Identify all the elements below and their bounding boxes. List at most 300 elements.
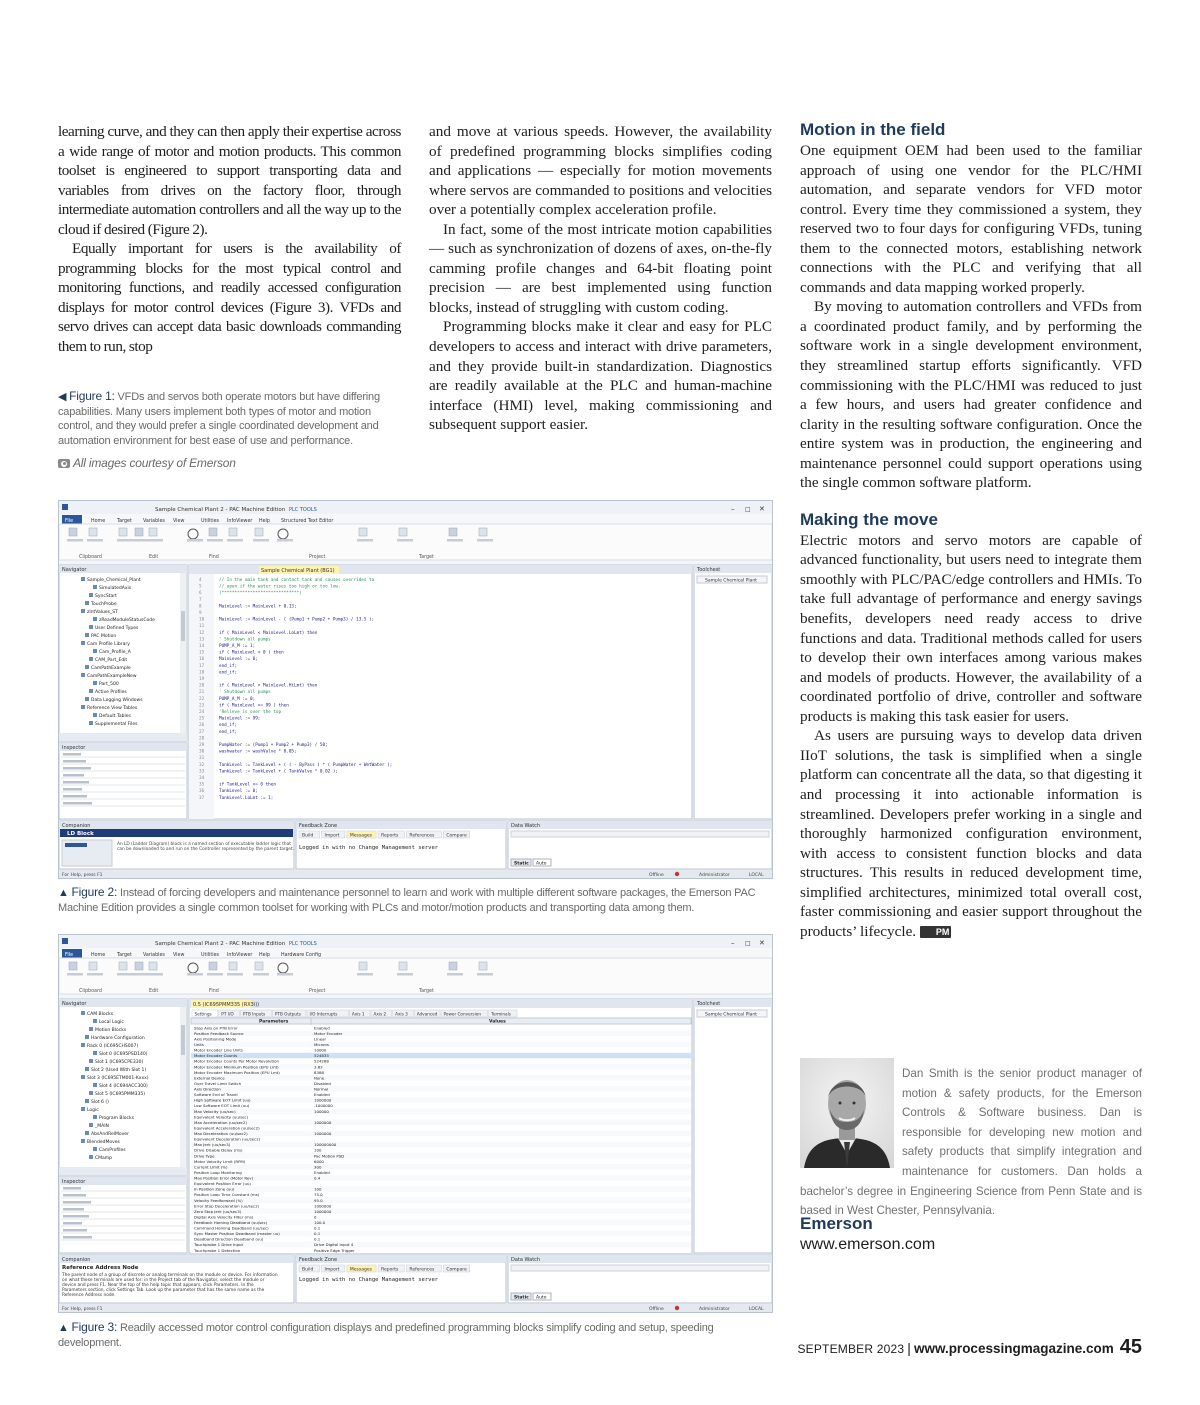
feedback-tab-label[interactable]: References: [409, 1267, 435, 1273]
parameter-value[interactable]: Positive Edge Trigger: [314, 1247, 355, 1253]
figure-1-label: Figure 1:: [69, 389, 115, 403]
settings-tab-label[interactable]: Axis 2: [373, 1011, 387, 1017]
code-line[interactable]: end_if;: [219, 663, 238, 669]
code-line[interactable]: MainLevel := MainLevel - ( (Pump1 + Pump2 + Pump3) / 13.5 );: [219, 617, 375, 623]
tree-item[interactable]: CamProfiles: [99, 1148, 126, 1153]
ribbon-button-icon[interactable]: [135, 962, 143, 970]
tree-node-icon: [93, 585, 97, 589]
table-row[interactable]: [191, 1097, 691, 1103]
ribbon-button-icon[interactable]: [149, 962, 157, 970]
table-row[interactable]: [191, 1170, 691, 1176]
ribbon-tab[interactable]: Variables: [143, 953, 165, 958]
settings-tab-label[interactable]: I/O Interrupts: [309, 1011, 338, 1017]
parameter-name: High Software EOT Limit (uu): [194, 1097, 251, 1103]
ribbon-button-icon[interactable]: [399, 962, 407, 970]
ribbon-button-label: [207, 539, 223, 542]
parameters-table[interactable]: [191, 1025, 691, 1253]
tree-node-icon: [89, 1091, 93, 1095]
parameter-value[interactable]: 3.83: [314, 1064, 323, 1070]
ribbon-button-icon[interactable]: [359, 528, 367, 536]
code-line[interactable]: ' Shutdown all pumps: [219, 637, 271, 643]
ribbon-tab[interactable]: Home: [91, 519, 106, 524]
table-row[interactable]: [191, 1175, 691, 1181]
line-number: 30: [199, 749, 205, 755]
code-line[interactable]: end_if;: [219, 670, 238, 676]
line-number: 36: [199, 789, 205, 795]
table-row[interactable]: [191, 1103, 691, 1109]
tree-item[interactable]: User Defined Types: [95, 626, 139, 631]
code-line[interactable]: 'Relieve is over the top: [219, 710, 282, 715]
table-row[interactable]: [191, 1086, 691, 1092]
ribbon-tab[interactable]: File: [65, 519, 74, 524]
table-row[interactable]: [191, 1181, 691, 1187]
parameter-value[interactable]: Enabled: [314, 1092, 330, 1098]
tree-item[interactable]: CAM_Part_Edit: [95, 658, 128, 663]
feedback-tabs[interactable]: [299, 831, 470, 839]
code-line[interactable]: if ( MainLevel < MainLevel.LoLmt) then: [219, 630, 318, 636]
table-row[interactable]: [191, 1147, 691, 1153]
feedback-tab-label[interactable]: Import: [324, 833, 340, 839]
parameter-value[interactable]: Enabled: [314, 1025, 330, 1031]
ribbon-button-label: [67, 973, 83, 976]
code-line[interactable]: // open if the water rises too high or too low.: [219, 584, 341, 590]
company-block: [800, 1213, 935, 1255]
close-icon[interactable]: ✕: [759, 505, 765, 513]
parameter-value[interactable]: 300: [314, 1164, 322, 1170]
footer-divider: |: [907, 1340, 911, 1356]
code-line[interactable]: if ( MainLevel > MainLevel.HiLmt) then: [219, 683, 318, 689]
ribbon-button-icon[interactable]: [119, 962, 127, 970]
minimize-icon[interactable]: –: [731, 939, 735, 947]
code-line[interactable]: MainLevel := 99;: [219, 716, 261, 722]
table-row[interactable]: [191, 1197, 691, 1203]
tree-item[interactable]: Slot 3 (IC695ETM001-Kxxx): [87, 1076, 149, 1081]
parameter-value[interactable]: 100.0: [314, 1219, 326, 1225]
parameter-value[interactable]: 100000000: [314, 1142, 337, 1148]
code-line[interactable]: ' Shutdown all pumps: [219, 690, 271, 696]
line-number: 5: [199, 584, 202, 590]
code-line[interactable]: (******************************): [219, 591, 302, 597]
table-row[interactable]: [191, 1192, 691, 1198]
tree-node-icon: [81, 641, 85, 645]
feedback-tab-label[interactable]: Compare: [446, 1267, 467, 1273]
navigator-title: Navigator: [62, 567, 87, 573]
code-line[interactable]: TankLevel := TankLevel + ( ( - ByPass ) * ( PumpWater + WetWater );: [219, 762, 393, 768]
minimize-icon[interactable]: –: [731, 505, 735, 513]
ribbon-button-icon[interactable]: [229, 528, 237, 536]
ribbon-button-icon[interactable]: [135, 528, 143, 536]
code-line[interactable]: end_if;: [219, 729, 238, 735]
table-row[interactable]: [191, 1203, 691, 1209]
line-number: 19: [199, 677, 205, 682]
code-line[interactable]: PUMP_A_M := 0;: [219, 696, 256, 702]
tree-item[interactable]: Part_500: [99, 682, 119, 687]
tree-item[interactable]: SimulatedAxis: [99, 586, 132, 591]
parameter-value[interactable]: 75.0: [314, 1192, 323, 1198]
feedback-tab-label[interactable]: Compare: [446, 833, 467, 839]
ribbon-button-icon[interactable]: [209, 962, 217, 970]
parameter-value[interactable]: Microns: [314, 1042, 329, 1048]
parameter-value[interactable]: 1000000: [314, 1203, 332, 1209]
line-number: 22: [199, 696, 205, 702]
ribbon-tab[interactable]: Utilities: [201, 519, 220, 524]
table-row[interactable]: [191, 1031, 691, 1037]
tree-item[interactable]: _MAIN: [95, 1124, 109, 1129]
datawatch-auto-button[interactable]: Auto: [536, 861, 547, 867]
datawatch-static-button[interactable]: Static: [514, 1295, 529, 1301]
ribbon-button-label: [253, 973, 269, 976]
ribbon-button-label: [147, 539, 163, 542]
tree-item[interactable]: Motion Blocks: [95, 1028, 127, 1033]
figure-3-text: Readily accessed motor control configuration displays and predefined programming blocks simplify coding and setup, speeding development.: [58, 1322, 714, 1349]
ribbon-group-label: Project: [309, 989, 326, 994]
tree-item[interactable]: Sample_Chemical_Plant: [87, 578, 141, 583]
tree-item[interactable]: PAC Motion: [91, 634, 117, 639]
tree-item[interactable]: AbsAndRelMover: [91, 1132, 129, 1137]
offline-indicator-icon: [675, 1306, 679, 1310]
table-row[interactable]: [191, 1247, 691, 1253]
code-line[interactable]: MainLevel := MainLevel + 0.13;: [219, 604, 297, 610]
table-row[interactable]: [191, 1036, 691, 1042]
tree-item[interactable]: CMamp: [95, 1156, 113, 1161]
figure-2-screenshot-svg: [59, 501, 772, 878]
figure-2-caption: [58, 885, 772, 915]
figure-1-text: VFDs and servos both operate motors but have differing capabilities. Many users implement both types of motor and motion control, and they would prefer a single coordinated development and automation environment for best ease of use and performance.: [58, 391, 380, 447]
table-row[interactable]: [191, 1142, 691, 1148]
settings-tab-label[interactable]: Terminals: [491, 1011, 511, 1017]
ribbon-tab[interactable]: Help: [259, 519, 270, 524]
feedback-tab-label[interactable]: Build: [302, 1267, 314, 1273]
ribbon-button-label: [87, 539, 103, 542]
code-line[interactable]: TankLevel := 0;: [219, 789, 258, 795]
ribbon-tab[interactable]: Utilities: [201, 953, 220, 958]
ribbon-tab[interactable]: Variables: [143, 519, 165, 524]
table-row[interactable]: [191, 1047, 691, 1053]
feedback-tabs[interactable]: [299, 1265, 470, 1273]
ribbon-button-label: [397, 539, 413, 542]
ribbon-button-icon[interactable]: [255, 962, 263, 970]
table-row[interactable]: [191, 1242, 691, 1248]
code-line[interactable]: if ( MainLevel >= 99 ) then: [219, 703, 289, 709]
parameter-name: External Device: [194, 1075, 225, 1081]
tree-item[interactable]: CAM Blocks: [87, 1012, 114, 1017]
inspector-label: [63, 1215, 89, 1218]
tree-item[interactable]: Slot 2 (Used With Slot 1): [91, 1068, 147, 1073]
inspector-label: [63, 1236, 92, 1239]
feedback-tab-label[interactable]: Messages: [349, 833, 372, 839]
tree-node-icon: [89, 1059, 93, 1063]
table-row[interactable]: [191, 1136, 691, 1142]
table-row[interactable]: [191, 1236, 691, 1242]
parameter-value[interactable]: Disabled: [314, 1080, 331, 1086]
tree-item[interactable]: Active Profiles: [95, 690, 127, 695]
ribbon-button-icon[interactable]: [449, 962, 457, 970]
navigator-title: Navigator: [62, 1001, 87, 1007]
column-2: [429, 122, 772, 435]
settings-tab-label[interactable]: PT I/O: [221, 1011, 234, 1017]
code-line[interactable]: if ( MainLevel < 0 ) then: [219, 650, 284, 656]
figure-2-text: Instead of forcing developers and maintenance personnel to learn and work with multiple different software packages, the Emerson PAC Machine Edition provides a single common toolset for working with PLCs and motor/motion products and transporting data among them.: [58, 887, 756, 914]
parameter-name: Max Deceleration (uu/sec2): [194, 1131, 248, 1137]
settings-tab-label[interactable]: Power Conversion: [443, 1011, 481, 1017]
parameter-value[interactable]: 8388: [314, 1069, 324, 1075]
parameter-value[interactable]: Linear: [314, 1036, 327, 1042]
code-line[interactable]: TankLevel := TankLevel + ( TankValve * 0.02 );: [219, 769, 338, 775]
feedback-tab-label[interactable]: Messages: [349, 1267, 372, 1273]
line-number: 25: [199, 716, 205, 722]
table-row[interactable]: [191, 1164, 691, 1170]
settings-tab-label[interactable]: Axis 3: [395, 1011, 408, 1017]
table-row[interactable]: [191, 1209, 691, 1215]
table-row[interactable]: [191, 1042, 691, 1048]
toolchest-item[interactable]: Sample Chemical Plant: [705, 1012, 757, 1018]
parameter-value[interactable]: 100: [314, 1147, 322, 1153]
parameter-name: Axis Direction: [194, 1086, 221, 1092]
tree-item[interactable]: Slot 5 (IC695PMM335): [95, 1092, 145, 1097]
tree-item[interactable]: Slot 0 (IC695PSD140): [99, 1052, 148, 1057]
ribbon-tab[interactable]: InfoViewer: [227, 953, 253, 958]
close-icon[interactable]: ✕: [759, 939, 765, 947]
parameter-name: In Position Zone (uu): [194, 1186, 235, 1192]
navigator-scrollbar[interactable]: [181, 1025, 185, 1055]
table-row[interactable]: [191, 1120, 691, 1126]
datawatch-static-button[interactable]: Static: [514, 861, 529, 867]
parameter-value[interactable]: 6000: [314, 1158, 324, 1164]
end-mark-pm: PM: [920, 926, 952, 938]
ribbon-tab[interactable]: View: [173, 519, 185, 524]
tree-item[interactable]: Slot 4 (IC694ACC300): [99, 1084, 148, 1089]
ribbon-button-icon[interactable]: [69, 962, 77, 970]
feedback-tab-label[interactable]: Reports: [381, 1267, 399, 1273]
parameter-value[interactable]: -1000000: [314, 1103, 333, 1109]
table-row[interactable]: [191, 1158, 691, 1164]
ribbon-tab[interactable]: Target: [117, 519, 132, 524]
code-line[interactable]: if TankLevel <= 0 then: [219, 782, 276, 788]
ribbon-button-label: [117, 539, 133, 542]
ribbon-tab[interactable]: View: [173, 953, 185, 958]
code-line[interactable]: MainLevel := 0;: [219, 657, 258, 663]
ribbon-button-icon[interactable]: [89, 528, 97, 536]
ribbon-button-icon[interactable]: [89, 962, 97, 970]
tree-node-icon: [81, 705, 85, 709]
ribbon-tab[interactable]: Target: [117, 953, 132, 958]
table-row[interactable]: [191, 1025, 691, 1031]
tree-node-icon: [93, 1115, 97, 1119]
tree-item[interactable]: Reference View Tables: [87, 706, 138, 711]
ribbon-button-label: [187, 539, 203, 542]
status-help: For Help, press F1: [62, 873, 103, 878]
table-row[interactable]: [191, 1186, 691, 1192]
parameter-name: Equivalent Position Error (uu): [194, 1181, 251, 1187]
ribbon-button-icon[interactable]: [479, 962, 487, 970]
feedback-tab-label[interactable]: Reports: [381, 833, 399, 839]
parameter-value[interactable]: 1000000: [314, 1097, 332, 1103]
table-row[interactable]: [191, 1114, 691, 1120]
tree-item[interactable]: Default Tables: [99, 714, 131, 719]
parameter-value[interactable]: 0.4: [314, 1175, 321, 1181]
code-line[interactable]: end_if;: [219, 723, 238, 729]
parameter-value[interactable]: 95.0: [314, 1197, 323, 1203]
maximize-icon[interactable]: □: [745, 506, 751, 513]
tree-item[interactable]: Cam_Profile_A: [99, 650, 131, 655]
parameter-value[interactable]: 0.1: [314, 1236, 321, 1242]
ribbon-button-icon[interactable]: [255, 528, 263, 536]
parameter-value[interactable]: None: [314, 1075, 325, 1081]
table-row[interactable]: [191, 1108, 691, 1114]
table-row[interactable]: [191, 1075, 691, 1081]
tree-item[interactable]: Slot 6 (): [91, 1100, 109, 1105]
line-number: 9: [199, 611, 202, 616]
col2-paragraph-1: and move at various speeds. However, the availability of predefined programming blocks simplifies coding and applications — especially for motion movements where servos are commanded to positions and velocities over a potentially complex acceleration profile.: [429, 123, 772, 219]
tree-node-icon: [85, 1131, 89, 1135]
col2-paragraph-2: In fact, some of the most intricate motion capabilities — such as synchronization of dozens of axes, on-the-fly camming profile changes and 64-bit floating point precision — are best implemented using function blocks, instead of struggling with custom coding.: [429, 220, 772, 316]
ribbon-button-icon[interactable]: [449, 528, 457, 536]
ribbon-button-label: [277, 539, 293, 542]
parameter-value[interactable]: 0.1: [314, 1225, 321, 1231]
ribbon-tab[interactable]: Structured Text Editor: [281, 519, 334, 524]
parameter-value[interactable]: Drive Digital Input 4: [314, 1242, 354, 1248]
parameter-name: Current Limit (%): [194, 1164, 228, 1170]
parameter-name: Equivalent Deceleration (uu/sec2): [194, 1136, 261, 1142]
ribbon-tab[interactable]: Help: [259, 953, 270, 958]
navigator-scrollbar[interactable]: [181, 611, 185, 641]
table-row[interactable]: [191, 1092, 691, 1098]
tree-item[interactable]: CamPathExample: [91, 666, 131, 671]
ribbon-group-label: Target: [419, 989, 434, 994]
parameter-value[interactable]: 100000: [314, 1108, 329, 1114]
ribbon-button-icon[interactable]: [209, 528, 217, 536]
parameter-value[interactable]: 100: [314, 1186, 322, 1192]
settings-tab-label[interactable]: PTB Outputs: [274, 1011, 301, 1017]
editor-tab[interactable]: 0.5 (IC695PMM335 (RX3i)): [193, 1002, 260, 1008]
tree-item[interactable]: Logic: [87, 1108, 99, 1113]
parameter-value[interactable]: Enabled: [314, 1169, 330, 1175]
tree-item[interactable]: Local Logic: [99, 1020, 124, 1025]
ribbon-tab[interactable]: Hardware Config: [281, 953, 322, 958]
line-number: 11: [199, 624, 205, 630]
tree-item[interactable]: zIntValues_ST: [87, 610, 118, 615]
maximize-icon[interactable]: □: [745, 940, 751, 947]
tree-item[interactable]: CamPathExampleNew: [87, 674, 137, 679]
table-row[interactable]: [191, 1153, 691, 1159]
settings-tabs[interactable]: [192, 1010, 517, 1017]
inspector-label: [63, 760, 86, 763]
ribbon-button-label: [133, 973, 149, 976]
tree-item[interactable]: Program Blocks: [99, 1116, 134, 1121]
footer-website[interactable]: www.processingmagazine.com: [913, 1341, 1114, 1356]
ribbon-tab[interactable]: File: [65, 953, 74, 958]
col3-paragraph-3: Electric motors and servo motors are capable of advanced functionality, but users need to integrate them smoothly with PLC/PAC/edge controllers and HMIs. To take full advantage of performance and energy savings benefits, developers need ready access to drive functions and data. Traditional methods called for users to develop their own interfaces among various makes and models of products. However, the availability of a coordinated portfolio of drive, controller and software products is making this task easier for users.: [800, 531, 1142, 725]
toolchest-item[interactable]: Sample Chemical Plant: [705, 578, 757, 584]
parameter-value[interactable]: 1000000: [314, 1119, 332, 1125]
feedback-tab-label[interactable]: Build: [302, 833, 314, 839]
parameter-value[interactable]: Normal: [314, 1086, 329, 1092]
tree-item[interactable]: zReadModuleStatusCode: [99, 618, 155, 623]
ribbon-button-icon[interactable]: [229, 962, 237, 970]
parameter-value[interactable]: 1000000: [314, 1131, 332, 1137]
tree-item[interactable]: BlendedMoves: [87, 1140, 120, 1145]
inspector-label: [63, 802, 92, 805]
tree-item[interactable]: Data Logging Windows: [91, 698, 143, 703]
settings-tab-label[interactable]: Axis 1: [351, 1011, 365, 1017]
table-row[interactable]: [191, 1125, 691, 1131]
up-triangle-icon: ▲: [58, 887, 69, 899]
parameter-value[interactable]: 524835: [314, 1053, 329, 1059]
settings-tab-label[interactable]: PTB Inputs: [242, 1011, 266, 1017]
ribbon-tab[interactable]: InfoViewer: [227, 519, 253, 524]
line-number: 12: [199, 630, 205, 636]
ribbon-button-label: [253, 539, 269, 542]
tree-item[interactable]: TouchProbe: [91, 602, 117, 607]
ribbon-button-icon[interactable]: [69, 528, 77, 536]
inspector-label: [63, 788, 82, 791]
parameter-name: Motor Encoder Line Units: [194, 1047, 243, 1053]
ribbon-button-label: [147, 973, 163, 976]
table-row[interactable]: [191, 1053, 691, 1059]
tree-item[interactable]: Cam Profile Library: [87, 642, 130, 647]
ribbon-button-icon[interactable]: [479, 528, 487, 536]
parameter-value[interactable]: 1000000: [314, 1208, 332, 1214]
code-line[interactable]: // In the main tank and contact tank and causes overrides to: [219, 578, 375, 583]
window-title: Sample Chemical Plant 2 - PAC Machine Edition: [155, 507, 286, 513]
ribbon-button-label: [227, 539, 243, 542]
parameter-value[interactable]: 0.1: [314, 1231, 321, 1237]
feedback-tab-label[interactable]: References: [409, 833, 435, 839]
tree-item[interactable]: Hardware Configuration: [91, 1036, 145, 1041]
code-line[interactable]: washwater := washValve * 0.05;: [219, 749, 297, 755]
table-row[interactable]: [191, 1214, 691, 1220]
tree-node-icon: [89, 593, 93, 597]
feedback-tab-label[interactable]: Import: [324, 1267, 340, 1273]
ribbon-button-icon[interactable]: [149, 528, 157, 536]
table-row[interactable]: [191, 1131, 691, 1137]
heading-making-the-move: Making the move: [800, 509, 938, 529]
parameter-value[interactable]: Motor Encoder: [314, 1030, 343, 1036]
tree-item[interactable]: Rack 0 (IC695CHS007): [87, 1044, 139, 1049]
tree-item[interactable]: SyncStart: [95, 594, 117, 599]
code-line[interactable]: PUMP_A_M := 1;: [219, 644, 256, 649]
company-url[interactable]: www.emerson.com: [800, 1236, 936, 1253]
issue-date: SEPTEMBER 2023: [797, 1342, 905, 1356]
line-number: 15: [199, 650, 205, 656]
inspector-label: [63, 795, 87, 798]
line-number: 16: [199, 657, 205, 663]
ribbon-button-icon[interactable]: [359, 962, 367, 970]
line-number: 28: [199, 736, 205, 742]
code-line[interactable]: PumpWater := (Pump1 + Pump2 + Pump3) / 50;: [219, 743, 328, 748]
parameter-value[interactable]: 524288: [314, 1058, 329, 1064]
camera-icon: [58, 459, 70, 468]
datawatch-auto-button[interactable]: Auto: [536, 1295, 547, 1301]
parameter-value[interactable]: 10000: [314, 1047, 327, 1053]
editor-tab[interactable]: Sample Chemical Plant (BG1): [261, 568, 335, 574]
tree-node-icon: [85, 1035, 89, 1039]
ribbon-button-label: [447, 973, 463, 976]
code-line[interactable]: TankLevel.LoLmt := 1;: [219, 795, 274, 801]
tree-item[interactable]: Slot 1 (IC695CPE330): [95, 1060, 144, 1065]
settings-tab-label[interactable]: Settings: [194, 1011, 212, 1017]
parameter-value[interactable]: 0: [314, 1214, 317, 1220]
parameter-value[interactable]: Pac Motion PSD: [314, 1153, 345, 1159]
ribbon-button-icon[interactable]: [399, 528, 407, 536]
parameter-name: Position Loop Time Constant (ms): [194, 1192, 260, 1198]
table-row[interactable]: [191, 1081, 691, 1087]
ribbon-button-icon[interactable]: [119, 528, 127, 536]
author-photo: [800, 1058, 894, 1168]
tree-item[interactable]: Supplemental Files: [95, 722, 138, 727]
ribbon-tab[interactable]: Home: [91, 953, 106, 958]
settings-tab-label[interactable]: Advanced: [416, 1011, 438, 1017]
